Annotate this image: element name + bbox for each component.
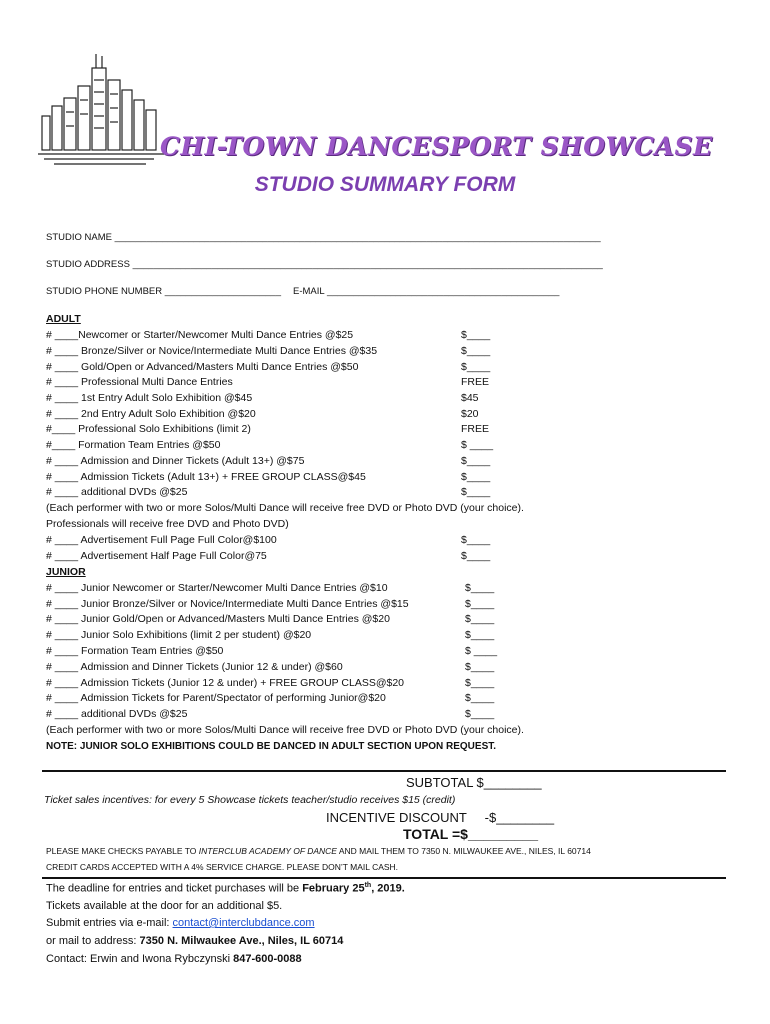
list-item: # ____ Advertisement Full Page Full Color@$100 <box>46 534 277 546</box>
event-title: CHI-TOWN DANCESPORT SHOWCASE <box>160 132 713 161</box>
dvd-note: Professionals will receive free DVD and Photo DVD) <box>46 518 289 530</box>
studio-phone-field[interactable]: STUDIO PHONE NUMBER ______________________ <box>46 286 281 297</box>
list-item: # ____ Junior Newcomer or Starter/Newcomer Multi Dance Entries @$10 <box>46 582 388 594</box>
price-value: $____ <box>461 486 491 498</box>
email-link[interactable]: contact@interclubdance.com <box>172 917 315 929</box>
price-value: $____ <box>465 629 495 641</box>
price-value: $____ <box>465 708 495 720</box>
list-item: # ____ Admission Tickets for Parent/Spectator of performing Junior@$20 <box>46 692 386 704</box>
price-value: $____ <box>461 361 491 373</box>
incentive-discount-field[interactable]: INCENTIVE DISCOUNT -$________ <box>326 810 555 825</box>
price-value: $____ <box>461 329 491 341</box>
junior-solo-note: NOTE: JUNIOR SOLO EXHIBITIONS COULD BE DANCED IN ADULT SECTION UPON REQUEST. <box>46 741 497 752</box>
list-item: # ____ 1st Entry Adult Solo Exhibition @$45 <box>46 392 253 404</box>
dvd-note: (Each performer with two or more Solos/Multi Dance will receive free DVD or Photo DVD (your choice). <box>46 724 524 736</box>
list-item: # ____ Formation Team Entries @$50 <box>46 645 224 657</box>
price-value: $ ____ <box>461 439 494 451</box>
deadline-text: The deadline for entries and ticket purchases will be February 25th, 2019. <box>46 882 405 895</box>
list-item: # ____ Admission and Dinner Tickets (Junior 12 & under) @$60 <box>46 661 343 673</box>
mail-address-text: or mail to address: 7350 N. Milwaukee Ave., Niles, IL 60714 <box>46 935 344 947</box>
divider <box>42 770 726 772</box>
price-value: $____ <box>465 613 495 625</box>
price-value: $____ <box>461 471 491 483</box>
list-item: # ____Newcomer or Starter/Newcomer Multi Dance Entries @$25 <box>46 329 354 341</box>
list-item: # ____ Admission Tickets (Adult 13+) + FREE GROUP CLASS@$45 <box>46 471 366 483</box>
list-item: # ____ Junior Bronze/Silver or Novice/Intermediate Multi Dance Entries @$15 <box>46 598 409 610</box>
price-value: $____ <box>465 661 495 673</box>
price-value: $____ <box>465 582 495 594</box>
list-item: #____ Formation Team Entries @$50 <box>46 439 221 451</box>
door-tickets-note: Tickets available at the door for an additional $5. <box>46 900 283 912</box>
list-item: #____ Professional Solo Exhibitions (limit 2) <box>46 423 251 435</box>
adult-heading: ADULT <box>46 313 81 325</box>
list-item: # ____ additional DVDs @$25 <box>46 708 188 720</box>
email-field[interactable]: E-MAIL ____________________________________________ <box>293 286 560 297</box>
studio-address-field[interactable]: STUDIO ADDRESS _________________________________________________________________________________________ <box>46 259 603 270</box>
price-value: $____ <box>461 345 491 357</box>
list-item: # ____ 2nd Entry Adult Solo Exhibition @$20 <box>46 408 256 420</box>
incentive-note: Ticket sales incentives: for every 5 Showcase tickets teacher/studio receives $15 (credit) <box>44 794 456 806</box>
junior-heading: JUNIOR <box>46 566 86 578</box>
price-value: FREE <box>461 376 490 388</box>
list-item: # ____ additional DVDs @$25 <box>46 486 188 498</box>
divider <box>42 877 726 879</box>
list-item: # ____ Junior Gold/Open or Advanced/Masters Multi Dance Entries @$20 <box>46 613 390 625</box>
list-item: # ____ Admission and Dinner Tickets (Adult 13+) @$75 <box>46 455 305 467</box>
list-item: # ____ Gold/Open or Advanced/Masters Multi Dance Entries @$50 <box>46 361 359 373</box>
price-value: FREE <box>461 423 490 435</box>
price-value: $____ <box>465 692 495 704</box>
price-value: $ ____ <box>465 645 498 657</box>
contact-text: Contact: Erwin and Iwona Rybczynski 847-600-0088 <box>46 953 302 965</box>
price-value: $____ <box>465 677 495 689</box>
chicago-skyline-logo <box>34 50 174 170</box>
dvd-note: (Each performer with two or more Solos/Multi Dance will receive free DVD or Photo DVD (your choice). <box>46 502 524 514</box>
checks-payable-note: PLEASE MAKE CHECKS PAYABLE TO INTERCLUB ACADEMY OF DANCE AND MAIL THEM TO 7350 N. MILWAUKEE AVE., NILES, IL 60714 <box>46 846 591 856</box>
price-value: $____ <box>461 534 491 546</box>
list-item: # ____ Admission Tickets (Junior 12 & under) + FREE GROUP CLASS@$20 <box>46 677 405 689</box>
subtotal-field[interactable]: SUBTOTAL $________ <box>406 775 542 790</box>
form-title: STUDIO SUMMARY FORM <box>254 173 516 196</box>
price-value: $20 <box>461 408 479 420</box>
price-value: $____ <box>461 550 491 562</box>
studio-name-field[interactable]: STUDIO NAME ____________________________________________________________________________________________ <box>46 232 601 243</box>
credit-card-note: CREDIT CARDS ACCEPTED WITH A 4% SERVICE CHARGE. PLEASE DON’T MAIL CASH. <box>46 862 399 872</box>
price-value: $____ <box>465 598 495 610</box>
list-item: # ____ Professional Multi Dance Entries <box>46 376 233 388</box>
list-item: # ____ Advertisement Half Page Full Color@75 <box>46 550 267 562</box>
list-item: # ____ Junior Solo Exhibitions (limit 2 per student) @$20 <box>46 629 312 641</box>
total-field[interactable]: TOTAL =$_________ <box>403 826 539 842</box>
price-value: $45 <box>461 392 479 404</box>
list-item: # ____ Bronze/Silver or Novice/Intermediate Multi Dance Entries @$35 <box>46 345 378 357</box>
submit-entries-text: Submit entries via e-mail: contact@interclubdance.com <box>46 917 315 929</box>
price-value: $____ <box>461 455 491 467</box>
